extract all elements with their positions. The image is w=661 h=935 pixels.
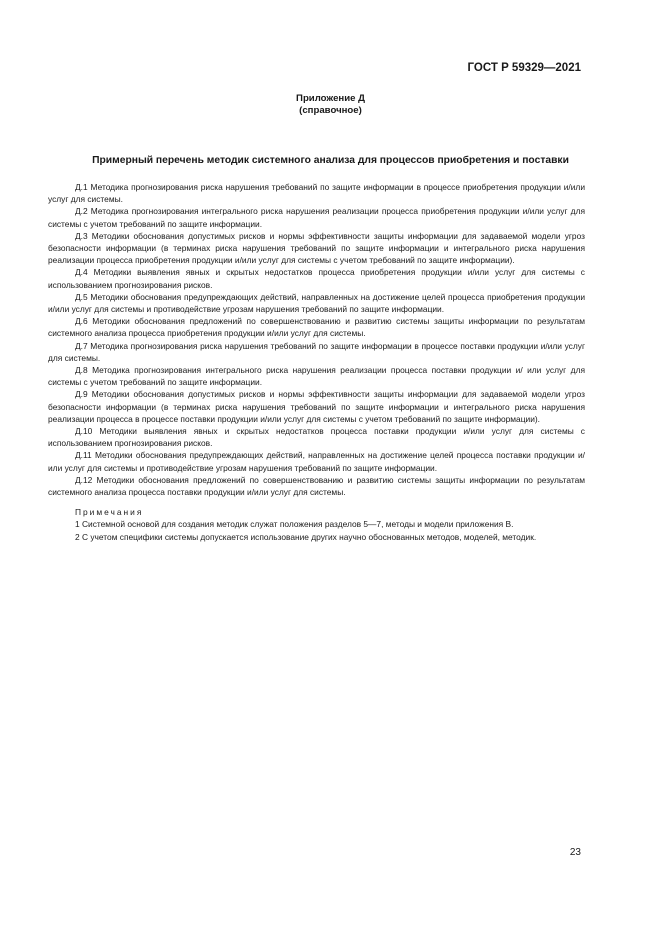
list-item: Д.12 Методики обоснования предложений по совершенствованию и развитию системы защиты информации по результатам системного анализа процесса поставки продукции и/или услуг для системы.	[48, 474, 585, 498]
section-title: Примерный перечень методик системного анализа для процессов приобретения и поставки	[92, 155, 569, 166]
annex-heading	[0, 93, 661, 117]
list-item: Д.4 Методики выявления явных и скрытых недостатков процесса приобретения продукции и/или услуг для системы с использованием прогнозирования рисков.	[48, 267, 585, 290]
annex-title: Приложение Д	[296, 93, 365, 104]
list-item: Д.2 Методика прогнозирования интегрального риска нарушения реализации процесса приобретения продукции и/или услуг для системы с учетом требований по защите информации.	[48, 206, 585, 229]
list-item: Д.1 Методика прогнозирования риска нарушения требований по защите информации в процессе приобретения продукции и/или услуг для системы.	[48, 182, 585, 205]
notes-heading: Примечания	[75, 507, 144, 518]
list-item: Д.9 Методики обоснования допустимых рисков и нормы эффективности защиты информации для задаваемой модели угроз безопасности информации (в терминах риска нарушения требований по защите информации и интегрального риска нарушения реализации процесса в процессе поставки продукции и/или услуг для системы с учетом требований по защите информации).	[48, 389, 585, 424]
list-item: Д.5 Методики обоснования предупреждающих действий, направленных на достижение целей процесса приобретения продукции и/или услуг для системы и противодействие угрозам нарушения требований по защите информации.	[48, 291, 585, 315]
list-item: Д.8 Методика прогнозирования интегрального риска нарушения реализации процесса поставки продукции и/ или услуг для системы с учетом требований по защите информации.	[48, 365, 585, 388]
annex-type: (справочное)	[299, 105, 362, 116]
document-code: ГОСТ Р 59329—2021	[467, 62, 581, 74]
list-item: Д.3 Методики обоснования допустимых рисков и нормы эффективности защиты информации для задаваемой модели угроз безопасности информации (в терминах риска нарушения требований по защите информации и интегрального риска нарушения реализации процесса приобретения продукции и/или услуг для системы с учетом требований по защите информации).	[48, 230, 585, 266]
note-item: 1 Системной основой для создания методик служат положения разделов 5—7, методы и модели приложения В.	[75, 519, 514, 530]
list-item: Д.6 Методики обоснования предложений по совершенствованию и развитию системы защиты информации по результатам системного анализа процесса приобретения продукции и/или услуг для системы.	[48, 316, 585, 339]
note-item: 2 С учетом специфики системы допускается использование других научно обоснованных методов, моделей, методик.	[75, 531, 537, 542]
page-number: 23	[569, 847, 581, 858]
notes-block	[48, 506, 585, 543]
list-item: Д.10 Методики выявления явных и скрытых недостатков процесса поставки продукции и/или услуг для системы с использованием прогнозирования рисков.	[48, 426, 585, 449]
list-item: Д.11 Методики обоснования предупреждающих действий, направленных на достижение целей процесса поставки продукции и/или услуг для системы и противодействие угрозам нарушения требований по защите информации.	[48, 450, 585, 473]
document-body	[48, 181, 585, 543]
list-item: Д.7 Методика прогнозирования риска нарушения требований по защите информации в процессе поставки продукции и/или услуг для системы.	[48, 340, 585, 363]
